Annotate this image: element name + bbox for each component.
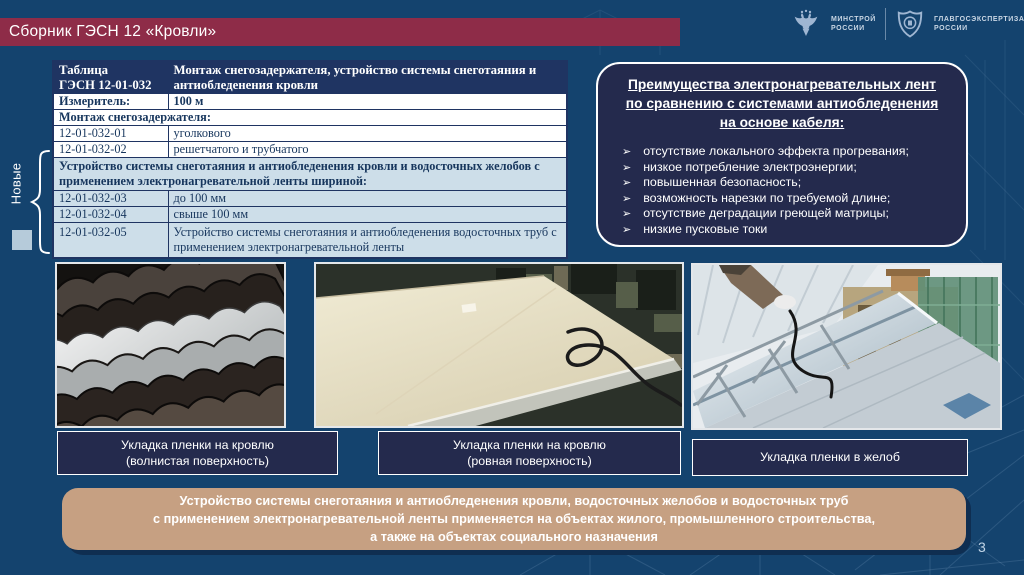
table-row xyxy=(53,142,567,158)
code-cell: 12-01-032-01 xyxy=(53,126,168,142)
meter-value-cell: 100 м xyxy=(168,94,567,110)
table-header-desc-cell: Монтаж снегозадержателя, устройство системы снеготаяния и антиобледенения кровли xyxy=(168,61,567,94)
desc-cell: уголкового xyxy=(168,126,567,142)
roof-tiles-photo-illustration xyxy=(57,264,284,426)
list-item: ➢ низкое потребление электроэнергии; xyxy=(622,159,857,174)
header-logos xyxy=(790,5,1024,43)
curly-brace-icon xyxy=(29,149,51,255)
logo-divider xyxy=(885,8,886,40)
slide-title: Сборник ГЭСН 12 «Кровли» xyxy=(9,23,217,40)
section2-cell: Устройство системы снеготаяния и антиобледенения кровли и водосточных желобов с применением электронагревательной ленты шириной: xyxy=(53,158,567,191)
gutter-photo-illustration xyxy=(693,265,1000,428)
glavgosexpertiza-shield-icon xyxy=(895,9,925,39)
photo-caption: Укладка пленки на кровлю (ровная поверхность) xyxy=(378,431,681,475)
meter-label-cell: Измеритель: xyxy=(53,94,168,110)
table-row xyxy=(53,207,567,223)
glavgosexpertiza-logo-text: ГЛАВГОСЭКСПЕРТИЗА РОССИИ xyxy=(933,15,1024,32)
table-row xyxy=(53,191,567,207)
list-item: ➢ возможность нарезки по требуемой длине; xyxy=(622,190,891,205)
advantages-title: Преимущества электронагревательных лент по сравнению с системами антиобледенения на основе кабеля: xyxy=(625,77,939,130)
list-item: ➢ низкие пусковые токи xyxy=(622,221,768,236)
arrow-bullet-icon: ➢ xyxy=(622,160,632,174)
arrow-bullet-icon: ➢ xyxy=(622,207,632,221)
minstroy-logo-text: МИНСТРОЙ РОССИИ xyxy=(831,15,876,32)
arrow-bullet-icon: ➢ xyxy=(622,222,632,236)
desc-cell: решетчатого и трубчатого xyxy=(168,142,567,158)
code-cell: 12-01-032-02 xyxy=(53,142,168,158)
page-number: 3 xyxy=(978,539,986,555)
photo-caption: Укладка пленки на кровлю (волнистая поверхность) xyxy=(57,431,338,475)
table-section-row xyxy=(53,110,567,126)
slide-title-bar xyxy=(0,18,680,46)
list-item: ➢ повышенная безопасность; xyxy=(622,175,802,190)
arrow-bullet-icon: ➢ xyxy=(622,191,632,205)
list-item: ➢ отсутствие локального эффекта прогревания; xyxy=(622,144,909,158)
gesn-table xyxy=(52,60,568,259)
code-cell: 12-01-032-03 xyxy=(53,191,168,207)
code-cell: 12-01-032-04 xyxy=(53,207,168,223)
summary-banner: Устройство системы снеготаяния и антиобледенения кровли, водосточных желобов и водосточных труб с применением электронагревательной ленты применяется на объектах жилого, промышленного строительства, а также на объектах социального назначения xyxy=(62,488,966,550)
arrow-bullet-icon: ➢ xyxy=(622,145,632,158)
desc-cell: до 100 мм xyxy=(168,191,567,207)
list-item: ➢ отсутствие деградации греющей матрицы; xyxy=(622,206,889,221)
code-cell: 12-01-032-05 xyxy=(53,223,168,259)
table-row xyxy=(53,223,567,259)
table-section-row xyxy=(53,158,567,191)
advantages-list xyxy=(612,144,952,238)
photo-roof-tiles xyxy=(55,262,286,428)
new-rows-label: Новые xyxy=(8,162,24,205)
table-header-code-cell: Таблица ГЭСН 12-01-032 xyxy=(53,61,168,94)
table-header-row xyxy=(53,61,567,94)
flat-surface-photo-illustration xyxy=(316,264,682,426)
minstroy-eagle-icon xyxy=(790,8,822,40)
desc-cell: Устройство системы снеготаяния и антиобледенения водосточных труб с применением электронагревательной ленты xyxy=(168,223,567,259)
photo-flat-roof-film xyxy=(314,262,684,428)
advantages-panel xyxy=(596,62,968,247)
photo-caption: Укладка пленки в желоб xyxy=(692,439,968,476)
section1-cell: Монтаж снегозадержателя: xyxy=(53,110,567,126)
desc-cell: свыше 100 мм xyxy=(168,207,567,223)
photo-gutter xyxy=(691,263,1002,430)
arrow-bullet-icon: ➢ xyxy=(622,176,632,190)
table-row xyxy=(53,94,567,110)
decorative-square xyxy=(12,230,32,250)
table-row xyxy=(53,126,567,142)
